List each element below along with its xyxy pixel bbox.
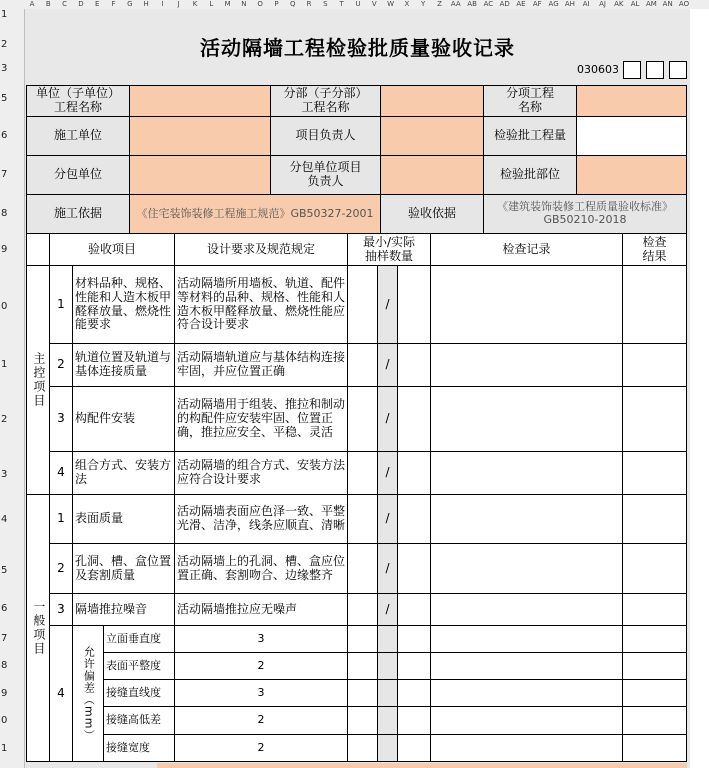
subcontractor-label: 分包单位 — [26, 155, 130, 195]
row-header[interactable]: 4 — [1, 514, 8, 525]
division-name-label: 分部（子分部） 工程名称 — [270, 85, 381, 117]
item-name: 轨道位置及轨道与基体连接质量 — [72, 343, 175, 387]
sample-shaded-cell — [377, 706, 398, 735]
item-name: 材料品种、规格、性能和人造木板甲醛释放量、燃烧性能要求 — [72, 265, 175, 344]
actual-sample-cell[interactable] — [397, 706, 431, 735]
item-number: 1 — [49, 494, 73, 544]
row-header[interactable]: 3 — [1, 63, 8, 74]
record-cell[interactable] — [430, 625, 623, 653]
sample-shaded-cell — [377, 679, 398, 707]
deviation-item-name: 接缝高低差 — [103, 706, 175, 735]
column-header[interactable]: F — [111, 0, 116, 8]
record-cell[interactable] — [430, 706, 623, 735]
item-name: 组合方式、安装方法 — [72, 451, 175, 495]
item-spec: 活动隔墙所用墙板、轨道、配件等材料的品种、规格、性能和人造木板甲醛释放量、燃烧性能应符合设计要求 — [174, 265, 348, 344]
sample-slash: / — [377, 265, 398, 344]
next-row-peach-strip — [157, 763, 687, 768]
column-header[interactable]: E — [94, 0, 100, 8]
actual-sample-cell[interactable] — [397, 652, 431, 680]
deviation-allowed-value: 2 — [174, 652, 348, 680]
column-header[interactable]: Q — [290, 0, 296, 8]
column-header[interactable]: AF — [532, 0, 542, 8]
construction-unit-value[interactable] — [129, 116, 271, 156]
column-header[interactable]: K — [192, 0, 198, 8]
min-sample-cell[interactable] — [347, 265, 378, 344]
general-group-label: 一般项目 — [26, 494, 50, 762]
row-header[interactable]: 1 — [1, 359, 8, 370]
record-cell[interactable] — [430, 593, 623, 626]
item-spec: 活动隔墙的组合方式、安装方法应符合设计要求 — [174, 451, 348, 495]
group-column-header — [26, 233, 50, 266]
sample-slash: / — [377, 494, 398, 544]
sample-slash: / — [377, 343, 398, 387]
column-header[interactable]: AL — [630, 0, 640, 8]
column-header[interactable]: Z — [437, 0, 442, 8]
item-number: 1 — [49, 265, 73, 344]
project-manager-value[interactable] — [380, 116, 484, 156]
item-name: 隔墙推拉噪音 — [72, 593, 175, 626]
deviation-label: 允许偏差（mm） — [72, 625, 104, 762]
deviation-item-name: 接缝宽度 — [103, 734, 175, 762]
sample-slash: / — [377, 593, 398, 626]
column-header[interactable]: R — [306, 0, 312, 8]
item-name: 构配件安装 — [72, 386, 175, 452]
column-header[interactable]: AJ — [599, 0, 606, 8]
unit-name-value[interactable] — [129, 85, 271, 117]
result-cell[interactable] — [622, 706, 687, 735]
column-header[interactable]: Y — [421, 0, 426, 8]
row-header[interactable]: 5 — [1, 565, 8, 576]
min-sample-cell[interactable] — [347, 625, 378, 653]
deviation-allowed-value: 3 — [174, 625, 348, 653]
record-cell[interactable] — [430, 451, 623, 495]
sub-pm-value[interactable] — [380, 155, 484, 195]
sample-shaded-cell — [377, 734, 398, 762]
min-sample-cell[interactable] — [347, 543, 378, 594]
column-header[interactable]: AI — [582, 0, 590, 8]
batch-location-value[interactable] — [576, 155, 687, 195]
construction-basis-value[interactable]: 《住宅装饰装修工程施工规范》GB50327-2001 — [129, 194, 381, 234]
item-number: 4 — [49, 625, 73, 762]
result-cell[interactable] — [622, 734, 687, 762]
column-header[interactable]: V — [371, 0, 377, 8]
item-number: 2 — [49, 543, 73, 594]
sample-column-header: 最小/实际 抽样数量 — [347, 233, 431, 266]
column-header[interactable]: A — [29, 0, 35, 8]
min-sample-cell[interactable] — [347, 343, 378, 387]
row-header[interactable]: 0 — [1, 715, 8, 726]
row-header[interactable]: 7 — [1, 633, 8, 644]
code-box-3[interactable] — [669, 61, 687, 79]
result-cell[interactable] — [622, 679, 687, 707]
item-spec: 活动隔墙推拉应无噪声 — [174, 593, 348, 626]
row-header[interactable]: 5 — [1, 93, 8, 104]
result-cell[interactable] — [622, 386, 687, 452]
record-cell[interactable] — [430, 494, 623, 544]
column-header[interactable]: AA — [450, 0, 461, 8]
column-header[interactable]: P — [274, 0, 279, 8]
subcontractor-value[interactable] — [129, 155, 271, 195]
actual-sample-cell[interactable] — [397, 265, 431, 344]
unit-name-label: 单位（子单位） 工程名称 — [26, 85, 130, 117]
record-cell[interactable] — [430, 679, 623, 707]
column-header[interactable]: D — [78, 0, 84, 8]
subitem-name-label: 分项工程 名称 — [483, 85, 577, 117]
column-header[interactable]: AE — [516, 0, 526, 8]
item-number: 2 — [49, 343, 73, 387]
result-cell[interactable] — [622, 593, 687, 626]
result-cell[interactable] — [622, 265, 687, 344]
deviation-item-name: 立面垂直度 — [103, 625, 175, 653]
item-column-header: 验收项目 — [49, 233, 175, 266]
item-spec: 活动隔墙轨道应与基体结构连接牢固，并应位置正确 — [174, 343, 348, 387]
row-header[interactable]: 8 — [1, 208, 8, 219]
sheet-right-margin — [690, 9, 709, 768]
min-sample-cell[interactable] — [347, 652, 378, 680]
column-header[interactable]: AO — [678, 0, 690, 8]
result-column-header: 检查 结果 — [622, 233, 687, 266]
record-cell[interactable] — [430, 543, 623, 594]
sample-slash: / — [377, 386, 398, 452]
column-header[interactable]: B — [45, 0, 51, 8]
column-header[interactable]: U — [355, 0, 361, 8]
column-header[interactable]: AB — [467, 0, 477, 8]
item-name: 孔洞、槽、盒位置及套割质量 — [72, 543, 175, 594]
row-header[interactable]: 9 — [1, 688, 8, 699]
deviation-item-name: 表面平整度 — [103, 652, 175, 680]
sample-shaded-cell — [377, 652, 398, 680]
sample-slash: / — [377, 543, 398, 594]
code-box-2[interactable] — [646, 61, 664, 79]
subitem-name-value[interactable] — [576, 85, 687, 117]
row-header[interactable]: 6 — [1, 603, 8, 614]
item-number: 3 — [49, 386, 73, 452]
record-cell[interactable] — [430, 386, 623, 452]
item-name: 表面质量 — [72, 494, 175, 544]
row-header[interactable]: 2 — [1, 39, 8, 50]
row-header[interactable]: 0 — [1, 301, 8, 312]
actual-sample-cell[interactable] — [397, 386, 431, 452]
result-cell[interactable] — [622, 543, 687, 594]
min-sample-cell[interactable] — [347, 593, 378, 626]
result-cell[interactable] — [622, 343, 687, 387]
row-header[interactable]: 3 — [1, 469, 8, 480]
acceptance-basis-value[interactable]: 《建筑装饰装修工程质量验收标准》GB50210-2018 — [483, 194, 687, 234]
project-manager-label: 项目负责人 — [270, 116, 381, 156]
column-header[interactable]: AN — [662, 0, 673, 8]
min-sample-cell[interactable] — [347, 706, 378, 735]
column-header[interactable]: AK — [614, 0, 624, 8]
column-header[interactable]: M — [224, 0, 231, 8]
row-header[interactable]: 1 — [1, 743, 8, 754]
column-header[interactable]: L — [209, 0, 214, 8]
actual-sample-cell[interactable] — [397, 543, 431, 594]
actual-sample-cell[interactable] — [397, 593, 431, 626]
result-cell[interactable] — [622, 494, 687, 544]
column-header[interactable]: J — [177, 0, 180, 8]
column-header[interactable]: AH — [564, 0, 575, 8]
batch-quantity-value[interactable] — [576, 116, 687, 156]
column-header[interactable]: C — [62, 0, 68, 8]
code-box-1[interactable] — [623, 61, 641, 79]
spec-column-header: 设计要求及规范规定 — [174, 233, 348, 266]
construction-basis-label: 施工依据 — [26, 194, 130, 234]
column-header[interactable]: O — [257, 0, 263, 8]
min-sample-cell[interactable] — [347, 451, 378, 495]
item-spec: 活动隔墙表面应色泽一致、平整光滑、洁净，线条应顺直、清晰 — [174, 494, 348, 544]
column-header[interactable]: AG — [548, 0, 559, 8]
deviation-allowed-value: 2 — [174, 734, 348, 762]
acceptance-basis-label: 验收依据 — [380, 194, 484, 234]
min-sample-cell[interactable] — [347, 679, 378, 707]
result-cell[interactable] — [622, 625, 687, 653]
deviation-allowed-value: 3 — [174, 679, 348, 707]
actual-sample-cell[interactable] — [397, 679, 431, 707]
actual-sample-cell[interactable] — [397, 343, 431, 387]
item-number: 3 — [49, 593, 73, 626]
deviation-item-name: 接缝直线度 — [103, 679, 175, 707]
row-header[interactable]: 6 — [1, 130, 8, 141]
batch-quantity-label: 检验批工程量 — [483, 116, 577, 156]
main-control-group-label: 主控项目 — [26, 265, 50, 495]
column-header[interactable]: I — [161, 0, 164, 8]
record-cell[interactable] — [430, 343, 623, 387]
form-code: 030603 — [577, 63, 619, 76]
record-cell[interactable] — [430, 652, 623, 680]
construction-unit-label: 施工单位 — [26, 116, 130, 156]
actual-sample-cell[interactable] — [397, 494, 431, 544]
sample-slash: / — [377, 451, 398, 495]
row-header-bar — [0, 9, 25, 768]
column-header[interactable]: AM — [645, 0, 657, 8]
form-title: 活动隔墙工程检验批质量验收记录 — [200, 35, 515, 60]
deviation-allowed-value: 2 — [174, 706, 348, 735]
column-header[interactable]: W — [387, 0, 395, 8]
result-cell[interactable] — [622, 451, 687, 495]
item-spec: 活动隔墙上的孔洞、槽、盒应位置正确、套割吻合、边缘整齐 — [174, 543, 348, 594]
actual-sample-cell[interactable] — [397, 734, 431, 762]
min-sample-cell[interactable] — [347, 386, 378, 452]
actual-sample-cell[interactable] — [397, 625, 431, 653]
record-column-header: 检查记录 — [430, 233, 623, 266]
result-cell[interactable] — [622, 652, 687, 680]
actual-sample-cell[interactable] — [397, 451, 431, 495]
row-header[interactable]: 2 — [1, 414, 8, 425]
column-header[interactable]: N — [241, 0, 247, 8]
column-header[interactable]: H — [143, 0, 149, 8]
sub-pm-label: 分包单位项目 负责人 — [270, 155, 381, 195]
row-header[interactable]: 9 — [1, 244, 8, 255]
column-header[interactable]: AC — [483, 0, 494, 8]
sample-shaded-cell — [377, 625, 398, 653]
record-cell[interactable] — [430, 265, 623, 344]
row-header[interactable]: 7 — [1, 169, 8, 180]
record-cell[interactable] — [430, 734, 623, 762]
min-sample-cell[interactable] — [347, 734, 378, 762]
column-header[interactable]: X — [404, 0, 410, 8]
batch-location-label: 检验批部位 — [483, 155, 577, 195]
division-name-value[interactable] — [380, 85, 484, 117]
min-sample-cell[interactable] — [347, 494, 378, 544]
row-header[interactable]: 1 — [1, 9, 8, 20]
item-spec: 活动隔墙用于组装、推拉和制动的构配件应安装牢固、位置正确，推拉应安全、平稳、灵活 — [174, 386, 348, 452]
row-header[interactable]: 8 — [1, 660, 8, 671]
column-header[interactable]: G — [127, 0, 133, 8]
column-header[interactable]: AD — [499, 0, 510, 8]
column-header[interactable]: T — [339, 0, 344, 8]
column-header[interactable]: S — [323, 0, 328, 8]
item-number: 4 — [49, 451, 73, 495]
